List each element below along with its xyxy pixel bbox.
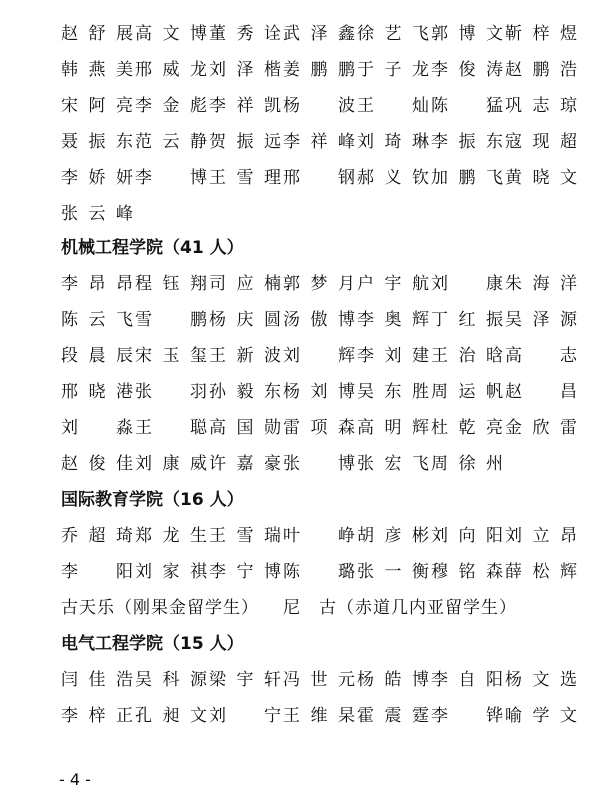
person-name: 陈 璐 bbox=[283, 562, 355, 582]
person-name: 邢晓港 bbox=[61, 382, 133, 402]
person-name: 杨皓博 bbox=[357, 670, 429, 690]
person-name: 王维杲 bbox=[283, 706, 355, 726]
person-name: 杜乾亮 bbox=[431, 418, 503, 438]
person-name: 李梓正 bbox=[61, 706, 133, 726]
person-name: 邢 钢 bbox=[283, 168, 355, 188]
person-name: 陈 猛 bbox=[431, 96, 503, 116]
person-name: 高明辉 bbox=[357, 418, 429, 438]
person-name: 张 博 bbox=[283, 454, 355, 474]
person-name: 李自阳 bbox=[431, 670, 503, 690]
person-name: 王新波 bbox=[209, 346, 281, 366]
person-name: 汤傲博 bbox=[283, 310, 355, 330]
person-name: 段晨辰 bbox=[61, 346, 133, 366]
person-name: 周徐州 bbox=[431, 454, 503, 474]
person-name: 杨文选 bbox=[505, 670, 577, 690]
person-name: 朱海洋 bbox=[505, 274, 577, 294]
person-name: 穆铭森 bbox=[431, 562, 503, 582]
page-number: - 4 - bbox=[59, 770, 91, 789]
person-name: 郭梦月 bbox=[283, 274, 355, 294]
person-name: 李昂昂 bbox=[61, 274, 133, 294]
person-name: 董秀诠 bbox=[209, 24, 281, 44]
person-name: 吴泽源 bbox=[505, 310, 577, 330]
person-name: 雪 鹏 bbox=[135, 310, 207, 330]
person-name: 杨刘博 bbox=[283, 382, 355, 402]
person-name: 王治晗 bbox=[431, 346, 503, 366]
person-name: 杨庆圆 bbox=[209, 310, 281, 330]
person-name: 赵俊佳 bbox=[61, 454, 133, 474]
person-name: 周运帆 bbox=[431, 382, 503, 402]
person-name: 刘康威 bbox=[135, 454, 207, 474]
person-name: 郭博文 bbox=[431, 24, 503, 44]
person-name: 李 铧 bbox=[431, 706, 503, 726]
person-name: 姜鹏鹏 bbox=[283, 60, 355, 80]
person-name: 王雪理 bbox=[209, 168, 281, 188]
person-name: 宋阿亮 bbox=[61, 96, 133, 116]
person-name: 黄晓文 bbox=[505, 168, 577, 188]
person-name: 刘立昂 bbox=[505, 526, 577, 546]
person-name: 贺振远 bbox=[209, 132, 281, 152]
person-name: 巩志琼 bbox=[505, 96, 577, 116]
person-name: 刘向阳 bbox=[431, 526, 503, 546]
person-name: 张 羽 bbox=[135, 382, 207, 402]
person-name: 许嘉豪 bbox=[209, 454, 281, 474]
person-name: 乔超琦 bbox=[61, 526, 133, 546]
section-heading-dianqi: 电气工程学院（15 人） bbox=[61, 634, 244, 654]
person-name: 梁宇轩 bbox=[209, 670, 281, 690]
person-name: 加鹏飞 bbox=[431, 168, 503, 188]
person-name: 范云静 bbox=[135, 132, 207, 152]
person-name: 李宁博 bbox=[209, 562, 281, 582]
person-name: 孙毅东 bbox=[209, 382, 281, 402]
person-name: 李俊涛 bbox=[431, 60, 503, 80]
person-name: 丁红振 bbox=[431, 310, 503, 330]
person-name: 叶 峥 bbox=[283, 526, 355, 546]
person-name: 武泽鑫 bbox=[283, 24, 355, 44]
person-name: 张云峰 bbox=[61, 204, 133, 224]
person-name: 李振东 bbox=[431, 132, 503, 152]
person-name: 霍震霆 bbox=[357, 706, 429, 726]
section-heading-guoji: 国际教育学院（16 人） bbox=[61, 490, 244, 510]
person-name: 程钰翔 bbox=[135, 274, 207, 294]
person-name: 高 志 bbox=[505, 346, 577, 366]
person-name: 韩燕美 bbox=[61, 60, 133, 80]
person-name: 李祥凯 bbox=[209, 96, 281, 116]
international-student-note: 尼 古（赤道几内亚留学生） bbox=[283, 598, 517, 618]
person-name: 高文博 bbox=[135, 24, 207, 44]
person-name: 刘家祺 bbox=[135, 562, 207, 582]
person-name: 王 聪 bbox=[135, 418, 207, 438]
person-name: 赵舒展 bbox=[61, 24, 133, 44]
person-name: 邢威龙 bbox=[135, 60, 207, 80]
person-name: 宋玉玺 bbox=[135, 346, 207, 366]
section-heading-jixie: 机械工程学院（41 人） bbox=[61, 238, 244, 258]
person-name: 吴东胜 bbox=[357, 382, 429, 402]
person-name: 于子龙 bbox=[357, 60, 429, 80]
person-name: 刘泽楷 bbox=[209, 60, 281, 80]
person-name: 李奥辉 bbox=[357, 310, 429, 330]
person-name: 徐艺飞 bbox=[357, 24, 429, 44]
person-name: 寇现超 bbox=[505, 132, 577, 152]
person-name: 金欣雷 bbox=[505, 418, 577, 438]
person-name: 杨 波 bbox=[283, 96, 355, 116]
person-name: 张一衡 bbox=[357, 562, 429, 582]
person-name: 李 博 bbox=[135, 168, 207, 188]
person-name: 王 灿 bbox=[357, 96, 429, 116]
person-name: 闫佳浩 bbox=[61, 670, 133, 690]
person-name: 王雪瑞 bbox=[209, 526, 281, 546]
person-name: 刘 淼 bbox=[61, 418, 133, 438]
person-name: 陈云飞 bbox=[61, 310, 133, 330]
person-name: 郑龙生 bbox=[135, 526, 207, 546]
person-name: 聂振东 bbox=[61, 132, 133, 152]
person-name: 靳梓煜 bbox=[505, 24, 577, 44]
person-name: 雷项森 bbox=[283, 418, 355, 438]
person-name: 刘 辉 bbox=[283, 346, 355, 366]
person-name: 胡彦彬 bbox=[357, 526, 429, 546]
person-name: 李刘建 bbox=[357, 346, 429, 366]
person-name: 刘 宁 bbox=[209, 706, 281, 726]
person-name: 张宏飞 bbox=[357, 454, 429, 474]
person-name: 李娇妍 bbox=[61, 168, 133, 188]
person-name: 赵 昌 bbox=[505, 382, 577, 402]
person-name: 孔昶文 bbox=[135, 706, 207, 726]
person-name: 李 阳 bbox=[61, 562, 133, 582]
international-student-note: 古天乐（刚果金留学生） bbox=[61, 598, 259, 618]
person-name: 刘 康 bbox=[431, 274, 503, 294]
person-name: 户宇航 bbox=[357, 274, 429, 294]
person-name: 喻学文 bbox=[505, 706, 577, 726]
person-name: 吴科源 bbox=[135, 670, 207, 690]
person-name: 司应楠 bbox=[209, 274, 281, 294]
person-name: 郝义钦 bbox=[357, 168, 429, 188]
person-name: 李祥峰 bbox=[283, 132, 355, 152]
person-name: 李金彪 bbox=[135, 96, 207, 116]
person-name: 薛松辉 bbox=[505, 562, 577, 582]
person-name: 刘琦琳 bbox=[357, 132, 429, 152]
person-name: 赵鹏浩 bbox=[505, 60, 577, 80]
person-name: 高国勋 bbox=[209, 418, 281, 438]
person-name: 冯世元 bbox=[283, 670, 355, 690]
